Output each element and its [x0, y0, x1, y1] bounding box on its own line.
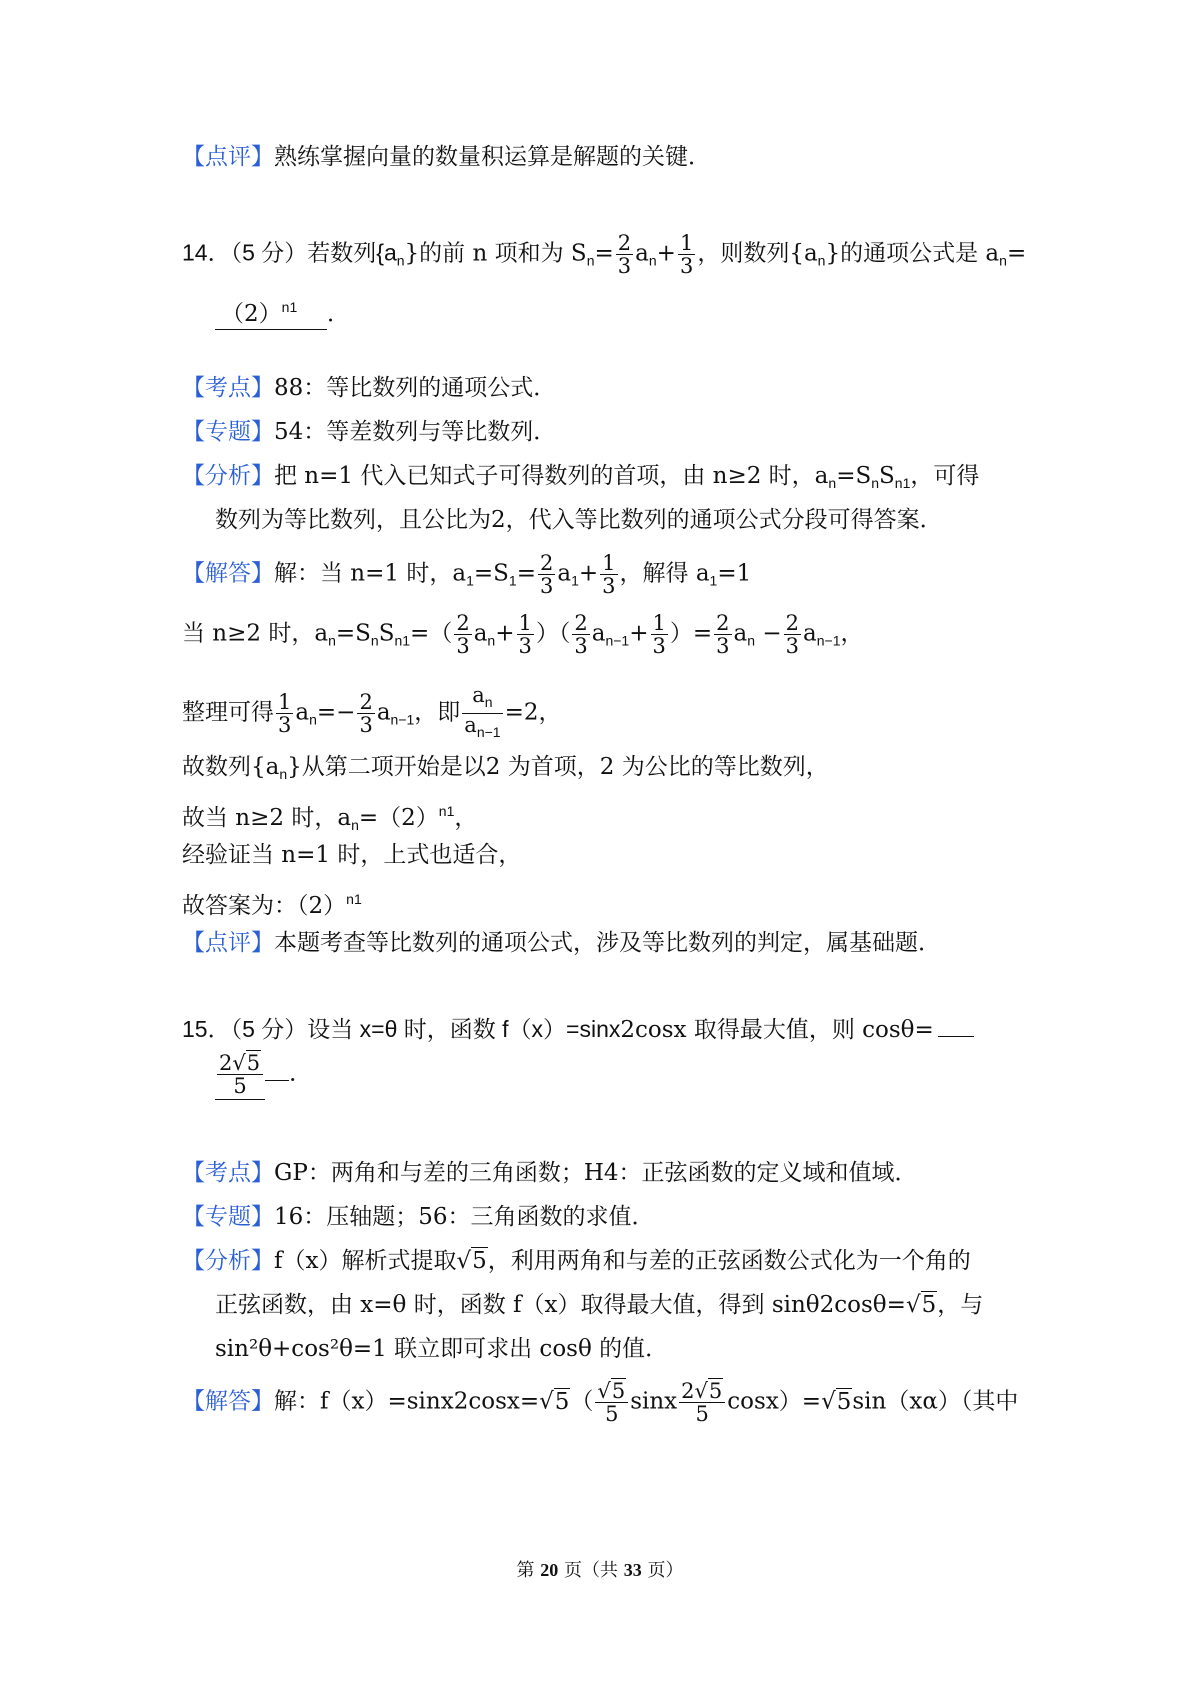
answer-blank: $(2)^{n1}$: [215, 292, 327, 330]
q15-answer-blank: $\frac{2√5}{5}$ ．: [215, 1052, 312, 1100]
fraction: $\frac{2√5}{5}$: [679, 1380, 725, 1425]
fraction: $\frac{2}{3}$: [359, 690, 373, 737]
solution-tag: 【解答】: [182, 560, 274, 587]
point-tag: 【考点】: [182, 1160, 274, 1186]
q14-answer-blank: $(2)^{n1}$ ．: [215, 292, 350, 330]
fraction: $\frac{2}{3}$: [539, 551, 554, 598]
analysis-tag: 【分析】: [182, 1248, 274, 1274]
topic-tag: 【专题】: [182, 1204, 274, 1230]
fraction: $\frac{1}{3}$: [278, 690, 292, 737]
fraction: $\frac{1}{3}$: [679, 231, 694, 278]
q14-eq2: =: [1006, 240, 1027, 267]
q14-solution-line4: 故数列$\{a_n\}$从第二项开始是以2 为首项，2 为公比的等比数列，: [182, 754, 829, 782]
fraction: $\frac{2}{3}$: [617, 231, 632, 278]
fraction: $\frac{2}{3}$: [574, 611, 588, 658]
topic-tag: 【专题】: [182, 419, 274, 445]
fraction: $\frac{2}{3}$: [456, 611, 470, 658]
q14-eq: =: [594, 240, 614, 267]
fraction: $\frac{2√5}{5}$: [217, 1052, 263, 1097]
solution-tag: 【解答】: [182, 1388, 274, 1415]
answer-blank: [215, 1052, 265, 1100]
page-number: 20: [540, 1560, 559, 1580]
q14-number: 14．（5 分）若数列{a: [182, 239, 397, 266]
q14-solution-line1: 【解答】解：当 n=1 时，$a_1=S_1=$ $\frac{2}{3}$ $a_1+$ $\frac{1}{3}$ ，解得 $a_1=1$: [182, 551, 752, 598]
q15-analysis-line3: sin²θ+cos²θ=1 联立即可求出 cosθ 的值．: [215, 1336, 669, 1362]
q14-solution-line7: 故答案为：$(2)^{n1}$: [182, 891, 362, 919]
comment-line-13: [182, 142, 711, 172]
q15-topic-line: 【专题】16：压轴题；56：三角函数的求值．: [182, 1204, 655, 1230]
answer-blank: [938, 1036, 974, 1037]
q15-analysis-line: 【分析】f（x）解析式提取√5，利用两角和与差的正弦函数公式化为一个角的: [182, 1248, 971, 1274]
q14-analysis-line: 【分析】把 n=1 代入已知式子可得数列的首项，由 n≥2 时，$a_n=S_nS_{n1}$，可得: [182, 463, 980, 491]
point-tag: 【考点】: [182, 375, 274, 401]
q14-solution-line3: 整理可得 $\frac{1}{3}$ $a_n=-$ $\frac{2}{3}$ $a_{n-1}$，即 $\frac{a_n}{a_{n-1}}$ =2，: [182, 684, 561, 743]
q14-analysis-line2: 数列为等比数列，且公比为2，代入等比数列的通项公式分段可得答案．: [215, 507, 943, 533]
q15-analysis-line2: 正弦函数，由 x=θ 时，函数 f（x）取得最大值，得到 sinθ2cosθ=√5，与: [215, 1292, 984, 1318]
q14-text3: }的通项公式是 a: [825, 240, 1000, 267]
topic-text: 54：等差数列与等比数列．: [274, 419, 557, 445]
q14-solution-line5: 故当 n≥2 时，$a_n=(2)^{n1}$，: [182, 803, 478, 833]
fraction: $\frac{a_n}{a_{n-1}}$: [464, 683, 501, 740]
q14-point-line: [182, 373, 556, 403]
fraction: $\frac{1}{3}$: [518, 611, 532, 658]
comment-text: 熟练掌握向量的数量积运算是解题的关键．: [274, 144, 711, 170]
analysis-tag: 【分析】: [182, 463, 274, 489]
page-footer: 第 20 页（共 33 页）: [516, 1560, 684, 1581]
q15-solution-line1: 【解答】解：f（x）=sinx2cosx=√5（ $\frac{√5}{5}$ sinx $\frac{2√5}{5}$ cosx）=√5sin（xα）（其中: [182, 1379, 1019, 1426]
q14-solution-line6: 经验证当 n=1 时，上式也适合，: [182, 842, 522, 868]
q14-text2: ，则数列{a: [697, 240, 818, 267]
question-15-line: 15．（5 分）设当 x=θ 时，函数 f（x）=sinx2cosx 取得最大值，则 cosθ=: [182, 1014, 974, 1045]
q14-solution-line2: 当 n≥2 时，$a_n=S_nS_{n1}=$（ $\frac{2}{3}$ $a_n+$ $\frac{1}{3}$ ）（ $\frac{2}{3}$ $a_{n-1}+$ $\frac{1}{3}$ ）= $\frac{2}{3}$ $a_n$ − $\frac{2}{3}$ $a_{n-1}$，: [182, 611, 864, 658]
page-total: 33: [623, 1560, 642, 1580]
q14-text: }的前 n 项和为 S: [404, 240, 587, 267]
fraction: $\frac{2}{3}$: [785, 611, 800, 658]
q14-comment-line: 【点评】本题考查等比数列的通项公式，涉及等比数列的判定，属基础题．: [182, 930, 941, 956]
q15-number: 15．（5 分）设当 x=θ 时，函数 f（x）=sinx: [182, 1016, 621, 1042]
comment-tag: 【点评】: [182, 144, 274, 170]
point-text: 88：等比数列的通项公式．: [274, 375, 557, 401]
q14-topic-line: [182, 417, 556, 447]
comment-tag: 【点评】: [182, 930, 274, 956]
fraction: $\frac{1}{3}$: [602, 551, 616, 598]
fraction: $\frac{√5}{5}$: [595, 1380, 628, 1425]
question-14-line: 14．（5 分）若数列$\{a_n\}$的前 n 项和为 $S_n=$ $\frac{2}{3}$ $a_n+$ $\frac{1}{3}$ ，则数列$\{a_n\}$的通项公式是 $a_n=$: [182, 231, 1027, 278]
fraction: $\frac{1}{3}$: [652, 611, 666, 658]
fraction: $\frac{2}{3}$: [716, 611, 730, 658]
q15-point-line: 【考点】GP：两角和与差的三角函数；H4：正弦函数的定义域和值域．: [182, 1160, 918, 1186]
